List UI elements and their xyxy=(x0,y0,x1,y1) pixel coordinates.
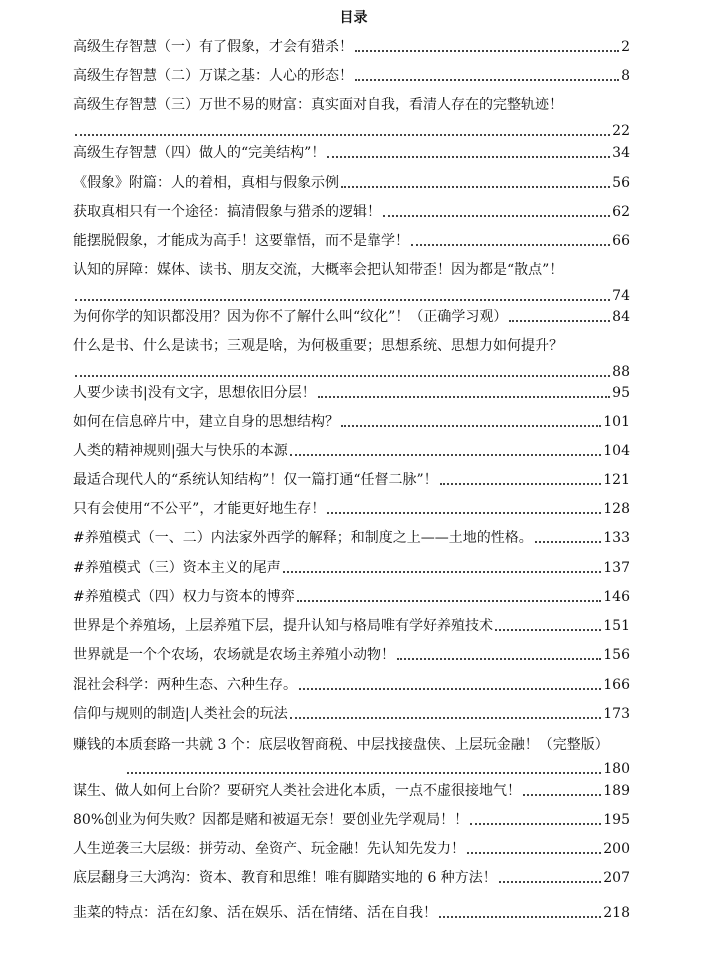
dot-leader xyxy=(341,186,610,188)
toc-entry-page: 195 xyxy=(603,812,630,828)
toc-entry-page: 101 xyxy=(603,414,630,430)
toc-entry-page: 66 xyxy=(612,233,630,249)
toc-entry-title: #养殖模式（三）资本主义的尾声 xyxy=(73,560,281,576)
toc-entry-title: 如何在信息碎片中，建立自身的思想结构？ xyxy=(73,414,339,430)
dot-leader xyxy=(523,794,601,796)
toc-entry[interactable] xyxy=(73,37,630,57)
toc-entry-page: 56 xyxy=(612,175,630,191)
toc-entry[interactable] xyxy=(73,781,630,801)
toc-entry[interactable] xyxy=(73,868,630,888)
toc-entry-page: 22 xyxy=(612,123,630,139)
toc-entry-title: #养殖模式（四）权力与资本的博弈 xyxy=(73,589,295,605)
toc-entry[interactable] xyxy=(73,260,630,306)
toc-entry-title: 80%创业为何失败？因都是赌和被逼无奈！要创业先学观局！！ xyxy=(73,812,469,828)
toc-entry-title: 底层翻身三大鸿沟：资本、教育和思维！唯有脚踏实地的 6 种方法！ xyxy=(73,870,497,886)
toc-entry[interactable] xyxy=(73,528,630,548)
toc-entry-page: 8 xyxy=(621,68,630,84)
dot-leader xyxy=(297,600,602,602)
dot-leader xyxy=(75,299,610,301)
toc-entry-page: 34 xyxy=(612,145,630,161)
toc-entry[interactable] xyxy=(73,587,630,607)
toc-entry-page: 128 xyxy=(603,501,630,517)
toc-entry-title: 《假象》附篇：人的着相，真相与假象示例 xyxy=(73,175,339,191)
toc-entry-title: 高级生存智慧（一）有了假象，才会有猎杀！ xyxy=(73,39,353,55)
toc-entry-title: 认知的屏障：媒体、读书、朋友交流，大概率会把认知带歪！因为都是“散点”！ xyxy=(73,262,564,278)
toc-entry[interactable] xyxy=(73,675,630,695)
toc-entry[interactable] xyxy=(73,173,630,193)
toc-entry[interactable] xyxy=(73,231,630,251)
dot-leader xyxy=(127,772,601,774)
dot-leader xyxy=(318,396,610,398)
toc-entry-title: 高级生存智慧（二）万谋之基：人心的形态！ xyxy=(73,68,353,84)
toc-entry-title: 谋生、做人如何上台阶？要研究人类社会进化本质，一点不虚很接地气！ xyxy=(73,783,521,799)
toc-entry-page: 62 xyxy=(612,204,630,220)
dot-leader xyxy=(75,375,610,377)
toc-entry-title: 混社会科学：两种生态、六种生存。 xyxy=(73,677,297,693)
dot-leader xyxy=(290,454,602,456)
dot-leader xyxy=(439,916,601,918)
dot-leader xyxy=(283,571,602,573)
dot-leader xyxy=(499,881,601,883)
dot-leader xyxy=(535,541,602,543)
toc-entry-title: 高级生存智慧（三）万世不易的财富：真实面对自我，看清人存在的完整轨迹！ xyxy=(73,97,563,113)
toc-entry[interactable] xyxy=(73,616,630,636)
toc-entry-title: 高级生存智慧（四）做人的“完美结构”！ xyxy=(73,145,326,161)
toc-entry-title: 韭菜的特点：活在幻象、活在娱乐、活在情绪、活在自我！ xyxy=(73,905,437,921)
toc-entry-page: 137 xyxy=(603,560,630,576)
dot-leader xyxy=(495,629,601,631)
toc-entry-title: #养殖模式（一、二）内法家外西学的解释；和制度之上——土地的性格。 xyxy=(73,530,533,546)
toc-entry-page: 166 xyxy=(603,677,630,693)
toc-entry[interactable] xyxy=(73,143,630,163)
toc-entry[interactable] xyxy=(73,441,630,461)
toc-entry[interactable] xyxy=(73,558,630,578)
toc-entry-title: 世界就是一个个农场，农场就是农场主养殖小动物！ xyxy=(73,647,395,663)
toc-entry-title: 人要少读书|没有文字，思想依旧分层！ xyxy=(73,385,316,401)
dot-leader xyxy=(341,425,601,427)
toc-entry-title: 获取真相只有一个途径：搞清假象与猎杀的逻辑！ xyxy=(73,204,381,220)
toc-entry[interactable] xyxy=(73,704,630,724)
toc-title: 目录 xyxy=(339,10,368,26)
dot-leader xyxy=(290,717,602,719)
dot-leader xyxy=(355,50,619,52)
toc-entry[interactable] xyxy=(73,202,630,222)
toc-entry-page: 95 xyxy=(612,385,630,401)
toc-entry-title: 为何你学的知识都没用？因为你不了解什么叫“纹化”！（正确学习观） xyxy=(73,309,508,325)
toc-entry-title: 信仰与规则的制造|人类社会的玩法 xyxy=(73,706,288,722)
dot-leader xyxy=(411,244,610,246)
toc-entry-page: 180 xyxy=(603,761,630,777)
toc-entry-title: 只有会使用“不公平”，才能更好地生存！ xyxy=(73,501,326,517)
dot-leader xyxy=(299,688,601,690)
toc-entry-page: 84 xyxy=(612,309,630,325)
dot-leader xyxy=(470,823,601,825)
toc-entry[interactable] xyxy=(73,66,630,86)
toc-entry-page: 104 xyxy=(603,443,630,459)
toc-entry-title: 最适合现代人的“系统认知结构”！仅一篇打通“任督二脉”！ xyxy=(73,472,438,488)
dot-leader xyxy=(75,134,610,136)
dot-leader xyxy=(355,79,619,81)
toc-entry-title: 世界是个养殖场，上层养殖下层，提升认知与格局唯有学好养殖技术 xyxy=(73,618,493,634)
toc-entry[interactable] xyxy=(73,645,630,665)
toc-entry[interactable] xyxy=(73,336,630,382)
toc-entry[interactable] xyxy=(73,839,630,859)
toc-entry[interactable] xyxy=(73,95,630,141)
toc-entry-page: 200 xyxy=(603,841,630,857)
toc-entry-title: 赚钱的本质套路一共就 3 个：底层收智商税、中层找接盘侠、上层玩金融！（完整版） xyxy=(73,737,609,753)
toc-entry-title: 能摆脱假象，才能成为高手！这要靠悟，而不是靠学！ xyxy=(73,233,409,249)
dot-leader xyxy=(440,483,602,485)
toc-entry-page: 207 xyxy=(603,870,630,886)
toc-entry[interactable] xyxy=(73,499,630,519)
toc-entry-page: 173 xyxy=(603,706,630,722)
dot-leader xyxy=(467,852,601,854)
toc-entry-page: 156 xyxy=(603,647,630,663)
toc-entry-page: 151 xyxy=(603,618,630,634)
toc-entry-page: 146 xyxy=(603,589,630,605)
toc-entry-page: 74 xyxy=(612,288,630,304)
toc-entry[interactable] xyxy=(73,412,630,432)
toc-entry-title: 人类的精神规则|强大与快乐的本源 xyxy=(73,443,288,459)
dot-leader xyxy=(509,320,610,322)
toc-entry[interactable] xyxy=(73,383,630,403)
toc-entry-title: 什么是书、什么是读书；三观是啥，为何极重要；思想系统、思想力如何提升？ xyxy=(73,338,563,354)
toc-entry[interactable] xyxy=(73,307,630,327)
toc-entry-page: 133 xyxy=(603,530,630,546)
dot-leader xyxy=(383,215,610,217)
dot-leader xyxy=(397,658,601,660)
toc-entry-page: 2 xyxy=(621,39,630,55)
toc-entry[interactable] xyxy=(73,810,630,830)
dot-leader xyxy=(327,512,601,514)
toc-entry-page: 88 xyxy=(612,364,630,380)
toc-entry[interactable] xyxy=(73,733,630,777)
toc-entry[interactable] xyxy=(73,903,630,923)
dot-leader xyxy=(327,156,610,158)
toc-entry-page: 218 xyxy=(603,905,630,921)
toc-entry-page: 189 xyxy=(603,783,630,799)
toc-entry-title: 人生逆袭三大层级：拼劳动、垒资产、玩金融！先认知先发力！ xyxy=(73,841,465,857)
toc-entry-page: 121 xyxy=(603,472,630,488)
toc-entry[interactable] xyxy=(73,470,630,490)
